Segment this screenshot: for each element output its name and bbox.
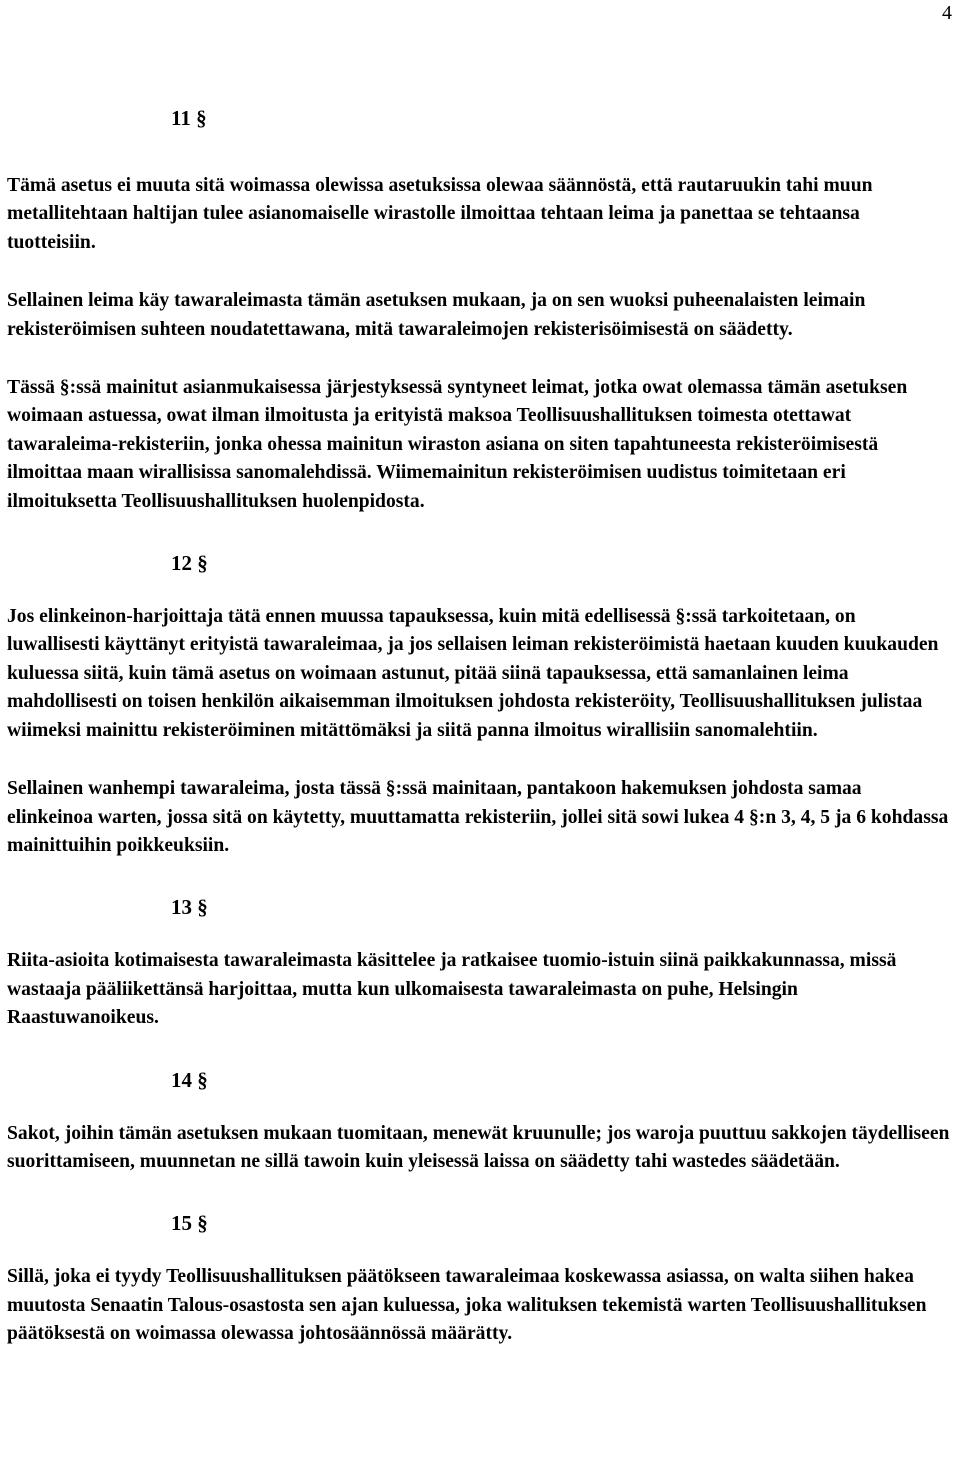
section-11 bbox=[7, 104, 951, 516]
section-14 bbox=[7, 1066, 951, 1177]
paragraph: Tämä asetus ei muuta sitä woimassa olewissa asetuksissa olewaa säännöstä, että rautaruukin tahi muun metallitehtaan haltijan tulee asianomaiselle wirastolle ilmoittaa tehtaan leima ja panettaa se tehtaansa tuotteisiin. bbox=[7, 175, 873, 253]
section-12 bbox=[7, 549, 951, 860]
section-heading: 13 § bbox=[171, 895, 208, 920]
section-heading: 14 § bbox=[171, 1067, 208, 1092]
section-heading: 12 § bbox=[171, 551, 208, 576]
paragraph: Tässä §:ssä mainitut asianmukaisessa järjestyksessä syntyneet leimat, jotka owat olemassa tämän asetuksen woimaan astuessa, owat ilman ilmoitusta ja erityistä maksoa Teollisuushallituksen toimesta otettawat tawaraleima-rekisteriin, jonka ohessa mainitun wiraston asiana on siten tapahtuneesta rekisteröimisestä ilmoittaa maan wirallisissa sanomalehdissä. Wiimemainitun rekisteröimisen uudistus toimitetaan eri ilmoituksetta Teollisuushallituksen huolenpidosta. bbox=[7, 377, 908, 512]
section-heading: 11 § bbox=[171, 106, 207, 130]
section-heading: 15 § bbox=[171, 1211, 208, 1236]
paragraph: Riita-asioita kotimaisesta tawaraleimasta käsittelee ja ratkaisee tuomio-istuin siinä paikkakunnassa, missä wastaaja pääliikettänsä harjoittaa, mutta kun ulkomaisesta tawaraleimasta on puhe, Helsingin Raastuwanoikeus. bbox=[7, 950, 897, 1029]
section-15 bbox=[7, 1209, 951, 1348]
paragraph: Jos elinkeinon-harjoittaja tätä ennen muussa tapauksessa, kuin mitä edellisessä §:ssä tarkoitetaan, on luwallisesti käyttänyt erityistä tawaraleimaa, ja jos sellaisen leiman rekisteröimistä haetaan kuuden kuukauden kuluessa siitä, kuin tämä asetus on woimaan astunut, pitää siinä tapauksessa, että samanlainen leima mahdollisesti on toisen henkilön aikaisemman ilmoituksen johdosta rekisteröity, Teollisuushallituksen julistaa wiimeksi mainittu rekisteröiminen mitättömäksi ja siitä panna ilmoitus wirallisiin sanomalehtiin. bbox=[7, 606, 939, 741]
section-13 bbox=[7, 893, 951, 1032]
paragraph: Sillä, joka ei tyydy Teollisuushallituksen päätökseen tawaraleimaa koskewassa asiassa, on walta siihen hakea muutosta Senaatin Talous-osastosta sen ajan kuluessa, joka walituksen tekemistä warten Teollisuushallituksen päätöksestä on woimassa olewassa johtosäännössä määrätty. bbox=[7, 1266, 927, 1345]
paragraph: Sakot, joihin tämän asetuksen mukaan tuomitaan, menewät kruunulle; jos waroja puuttuu sakkojen täydelliseen suorittamiseen, muunnetan ne sillä tawoin kuin yleisessä laissa on säädetty tahi wastedes säädetään. bbox=[7, 1122, 950, 1172]
document-body bbox=[7, 104, 951, 1349]
paragraph: Sellainen leima käy tawaraleimasta tämän asetuksen mukaan, ja on sen wuoksi puheenalaisten leimain rekisteröimisen suhteen noudatettawana, mitä tawaraleimojen rekisterisöimisestä on säädetty. bbox=[7, 290, 866, 340]
page-number: 4 bbox=[942, 2, 952, 24]
paragraph: Sellainen wanhempi tawaraleima, josta tässä §:ssä mainitaan, pantakoon hakemuksen johdosta samaa elinkeinoa warten, jossa sitä on käytetty, muuttamatta rekisteriin, jollei sitä sowi lukea 4 §:n 3, 4, 5 ja 6 kohdassa mainittuihin poikkeuksiin. bbox=[7, 778, 949, 856]
